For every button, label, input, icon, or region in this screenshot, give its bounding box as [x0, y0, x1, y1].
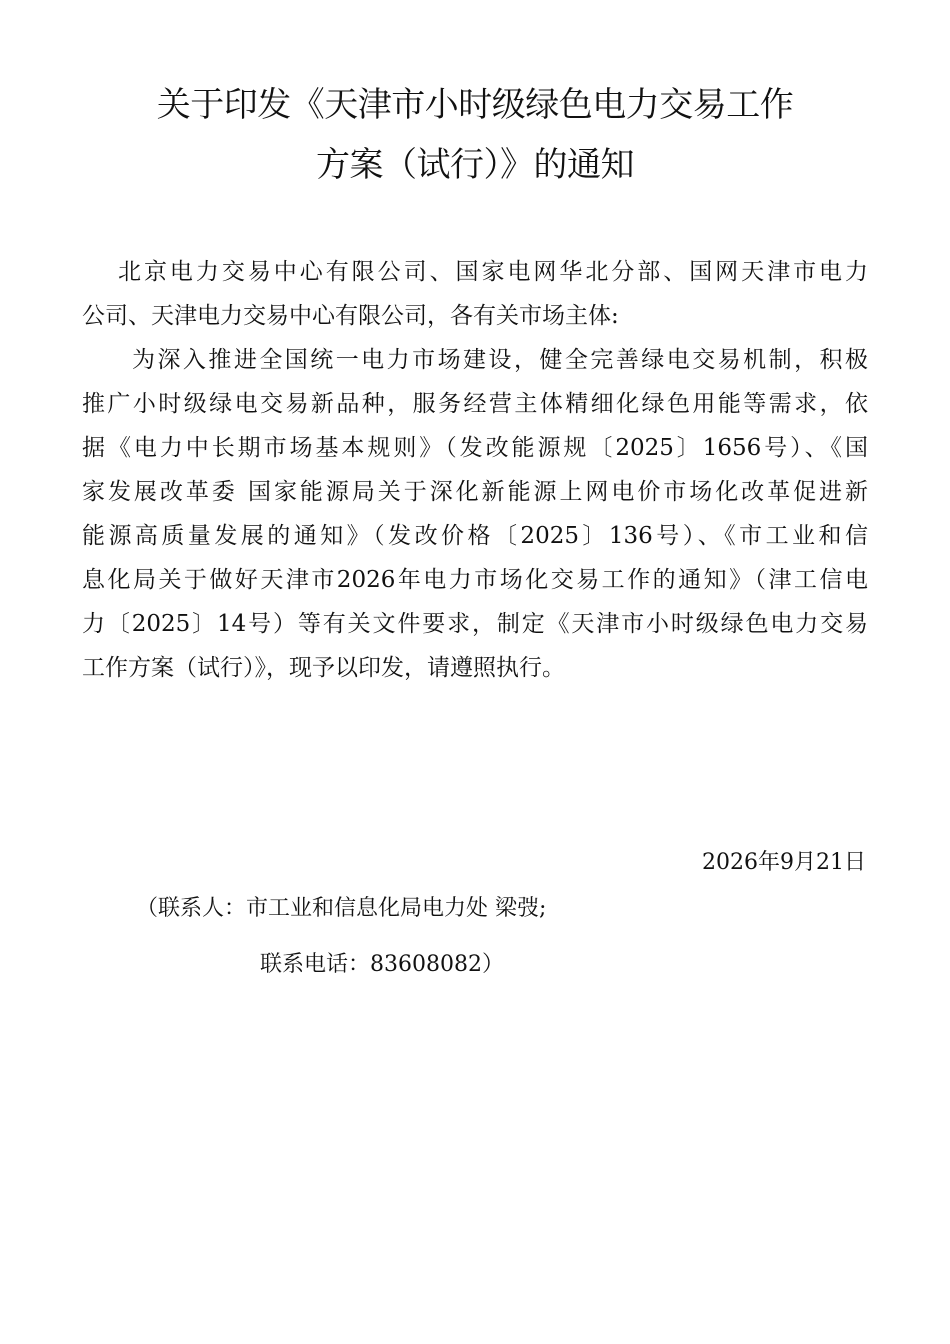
body-line-6: 息化局关于做好天津市2026年电力市场化交易工作的通知》（津工信电 [82, 567, 868, 593]
document-title-line-2: 方案（试行）》的通知 [316, 145, 634, 185]
body-line-5: 能源高质量发展的通知》（发改价格〔2025〕136号）、《市工业和信 [82, 523, 868, 549]
document-title-line-1: 关于印发《天津市小时级绿色电力交易工作 [156, 85, 794, 125]
body-line-7: 力〔2025〕14号）等有关文件要求，制定《天津市小时级绿色电力交易 [82, 611, 868, 637]
body-line-8: 工作方案（试行）》，现予以印发，请遵照执行。 [82, 655, 565, 681]
document-body [82, 254, 868, 694]
recipients-line-2: 公司、天津电力交易中心有限公司，各有关市场主体: [82, 303, 619, 329]
contact-person: （联系人：市工业和信息化局电力处 梁弢; [136, 896, 547, 921]
document-date: 2026年9月21日 [702, 850, 866, 875]
body-line-4: 家发展改革委 国家能源局关于深化新能源上网电价市场化改革促进新 [82, 479, 868, 505]
contact-phone: 联系电话：83608082） [260, 952, 504, 977]
recipients-line-1: 北京电力交易中心有限公司、国家电网华北分部、国网天津市电力 [118, 259, 868, 285]
body-line-1: 为深入推进全国统一电力市场建设，健全完善绿电交易机制，积极 [132, 347, 868, 373]
body-line-2: 推广小时级绿电交易新品种，服务经营主体精细化绿色用能等需求，依 [82, 391, 868, 417]
body-line-3: 据《电力中长期市场基本规则》（发改能源规〔2025〕1656号）、《国 [82, 435, 868, 461]
